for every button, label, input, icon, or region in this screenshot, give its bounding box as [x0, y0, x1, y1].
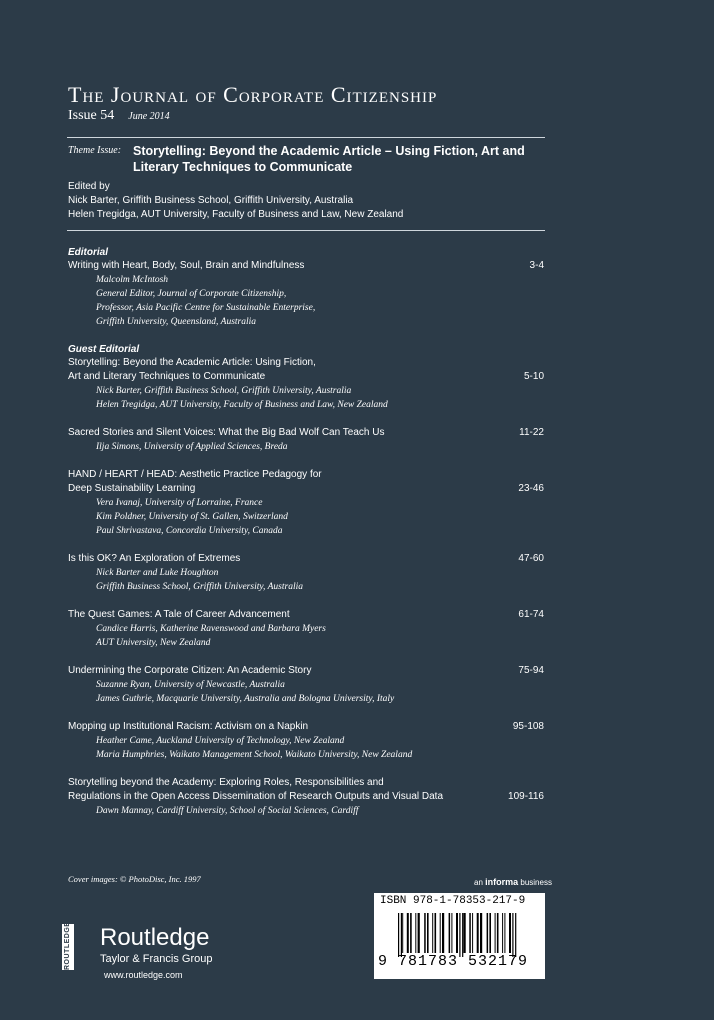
table-of-contents — [68, 246, 544, 832]
informa-tagline — [474, 877, 552, 887]
barcode — [396, 913, 536, 957]
author-line: AUT University, New Zealand — [96, 638, 211, 648]
article-title: Regulations in the Open Access Dissemination of Research Outputs and Visual Data — [68, 791, 444, 802]
barcode-bar — [462, 913, 463, 957]
page-range: 75-94 — [518, 665, 544, 676]
page-range: 23-46 — [518, 483, 544, 494]
barcode-bar — [495, 913, 496, 953]
edited-by — [68, 180, 403, 222]
author-line: Suzanne Ryan, University of Newcastle, Australia — [96, 680, 285, 690]
barcode-bar — [509, 913, 511, 953]
publisher-group: Taylor & Francis Group — [100, 953, 213, 965]
author-line: Ilja Simons, University of Applied Sciences, Breda — [96, 442, 288, 452]
barcode-bar — [459, 913, 460, 957]
page-range: 109-116 — [508, 791, 544, 802]
article-title: Undermining the Corporate Citizen: An Academic Story — [68, 665, 312, 676]
theme-block — [68, 143, 548, 175]
toc-entry — [68, 776, 544, 804]
barcode-bar — [427, 913, 429, 953]
editor-line: Helen Tregidga, AUT University, Faculty of Business and Law, New Zealand — [68, 209, 404, 220]
journal-title: The Journal of Corporate Citizenship — [68, 82, 438, 107]
barcode-bar — [480, 913, 482, 953]
author-line: James Guthrie, Macquarie University, Australia and Bologna University, Italy — [96, 694, 395, 704]
barcode-bar — [407, 913, 409, 953]
article-title: Writing with Heart, Body, Soul, Brain and Mindfulness — [68, 260, 305, 271]
isbn-barcode-box — [374, 893, 545, 979]
edited-by-label: Edited by — [68, 181, 110, 192]
toc-section — [68, 720, 544, 762]
toc-section — [68, 776, 544, 818]
barcode-bar — [440, 913, 441, 953]
issue-line — [68, 106, 170, 124]
page-range: 5-10 — [523, 371, 544, 382]
theme-label: Theme Issue: — [68, 145, 122, 156]
theme-title: Storytelling: Beyond the Academic Article – Using Fiction, Art and Literary Techniques to Communicate — [133, 144, 525, 174]
toc-entry — [68, 552, 544, 566]
top-divider — [67, 137, 545, 138]
toc-entry — [68, 720, 544, 734]
publisher-name: Routledge — [100, 924, 210, 951]
logo-vertical-text: ROUTLEDGE — [64, 921, 71, 970]
section-label: Guest Editorial — [68, 344, 140, 355]
author-line: Paul Shrivastava, Concordia University, Canada — [96, 526, 283, 536]
barcode-bar — [502, 913, 503, 953]
barcode-bar — [449, 913, 451, 953]
barcode-bar — [435, 913, 437, 953]
article-title: Is this OK? An Exploration of Extremes — [68, 553, 241, 564]
barcode-bar — [432, 913, 433, 953]
author-line: Heather Came, Auckland University of Technology, New Zealand — [96, 736, 345, 746]
barcode-bar — [410, 913, 412, 953]
author-line: Griffith University, Queensland, Australia — [96, 317, 257, 327]
barcode-bar — [497, 913, 499, 953]
barcode-bar — [442, 913, 444, 953]
barcode-bar — [401, 913, 402, 957]
toc-section — [68, 664, 544, 706]
barcode-bar — [451, 913, 452, 953]
barcode-bar — [464, 913, 466, 953]
barcode-bar — [489, 913, 491, 953]
publisher-url: www.routledge.com — [104, 970, 183, 980]
article-title: Deep Sustainability Learning — [68, 483, 196, 494]
article-title: Art and Literary Techniques to Communicate — [68, 371, 266, 382]
page-range: 95-108 — [512, 721, 544, 732]
section-label: Editorial — [68, 247, 109, 258]
isbn-text: ISBN 978-1-78353-217-9 — [380, 895, 526, 907]
toc-entry — [68, 426, 544, 440]
informa-pre: an — [474, 878, 486, 887]
author-line: Griffith Business School, Griffith University, Australia — [96, 582, 303, 592]
issue-date: June 2014 — [128, 111, 170, 122]
toc-section — [68, 343, 544, 412]
article-title: HAND / HEART / HEAD: Aesthetic Practice Pedagogy for — [68, 469, 322, 480]
toc-entry — [68, 259, 544, 273]
barcode-bar — [402, 913, 403, 953]
article-title: Storytelling beyond the Academy: Exploring Roles, Responsibilities and — [68, 777, 384, 788]
cover-credit: Cover images: © PhotoDisc, Inc. 1997 — [68, 874, 201, 884]
article-title: Mopping up Institutional Racism: Activism on a Napkin — [68, 721, 309, 732]
issue-number: Issue 54 — [68, 108, 115, 123]
barcode-bar — [477, 913, 479, 953]
toc-section — [68, 426, 544, 454]
author-line: Nick Barter and Luke Houghton — [96, 568, 219, 578]
editor-line: Nick Barter, Griffith Business School, Griffith University, Australia — [68, 195, 354, 206]
toc-section — [68, 552, 544, 594]
author-line: Dawn Mannay, Cardiff University, School of Social Sciences, Cardiff — [96, 806, 359, 816]
barcode-bar — [515, 913, 516, 957]
barcode-bar — [398, 913, 399, 957]
toc-entry — [68, 468, 544, 496]
page-range: 11-22 — [519, 427, 544, 438]
author-line: Kim Poldner, University of St. Gallen, Switzerland — [96, 512, 288, 522]
page-range: 61-74 — [518, 609, 544, 620]
page-range: 3-4 — [529, 260, 544, 271]
article-title: Sacred Stories and Silent Voices: What the Big Bad Wolf Can Teach Us — [68, 427, 385, 438]
toc-entry — [68, 356, 544, 384]
author-line: Maria Humphries, Waikato Management School, Waikato University, New Zealand — [96, 750, 413, 760]
author-line: Helen Tregidga, AUT University, Faculty of Business and Law, New Zealand — [96, 400, 388, 410]
barcode-bar — [487, 913, 489, 953]
author-line: Nick Barter, Griffith Business School, Griffith University, Australia — [96, 386, 352, 396]
author-line: Malcolm McIntosh — [96, 275, 169, 285]
author-line: General Editor, Journal of Corporate Citizenship, — [96, 289, 287, 299]
barcode-bar — [512, 913, 513, 957]
barcode-number: 9 781783 532179 — [378, 953, 529, 970]
informa-post: business — [518, 878, 552, 887]
barcode-bar — [456, 913, 458, 953]
toc-section — [68, 608, 544, 650]
toc-section — [68, 468, 544, 538]
bottom-divider — [67, 230, 545, 231]
author-line: Professor, Asia Pacific Centre for Sustainable Enterprise, — [96, 303, 316, 313]
page-range: 47-60 — [518, 553, 544, 564]
author-line: Candice Harris, Katherine Ravenswood and Barbara Myers — [96, 624, 326, 634]
toc-entry — [68, 608, 544, 622]
article-title: The Quest Games: A Tale of Career Advancement — [68, 609, 290, 620]
barcode-bar — [472, 913, 473, 953]
barcode-bar — [424, 913, 426, 953]
routledge-logo-icon — [62, 921, 74, 970]
article-title: Storytelling: Beyond the Academic Article: Using Fiction, — [68, 357, 316, 368]
informa-brand: informa — [485, 877, 519, 887]
barcode-bar — [469, 913, 471, 953]
author-line: Vera Ivanaj, University of Lorraine, France — [96, 498, 263, 508]
barcode-bar — [418, 913, 420, 953]
toc-section — [68, 246, 544, 329]
barcode-bar — [415, 913, 416, 953]
barcode-bar — [504, 913, 505, 953]
toc-entry — [68, 664, 544, 678]
